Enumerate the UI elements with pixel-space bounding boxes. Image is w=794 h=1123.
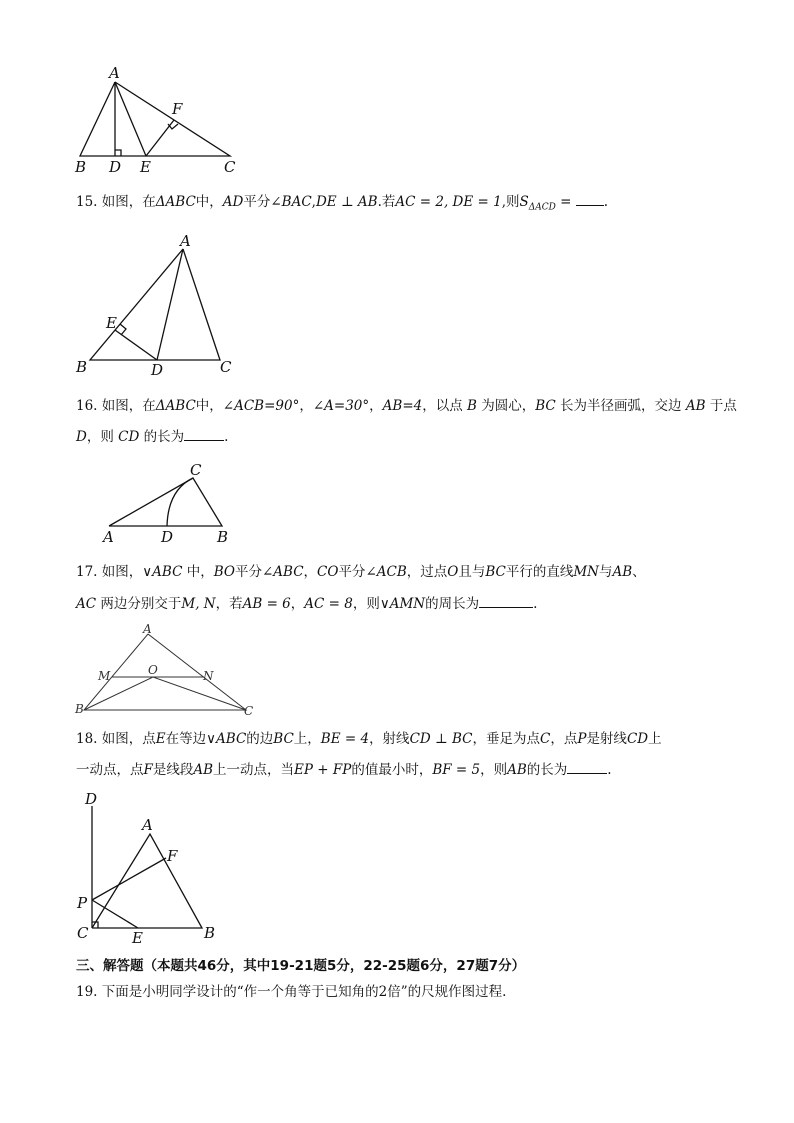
- q15-text-1: 如图，在: [101, 194, 156, 210]
- q15-text-6: ,则: [501, 194, 520, 210]
- q18-ab: AB: [193, 762, 214, 778]
- q18-text-13: 的值最小时，: [351, 762, 433, 778]
- label-c: C: [244, 704, 254, 718]
- right-angle-mark-d: [115, 150, 121, 156]
- figure-q16: [95, 458, 245, 548]
- q18-be: BE = 4: [320, 731, 370, 747]
- triangle-abc: [92, 834, 202, 928]
- q18-bc: BC: [273, 731, 294, 747]
- q18-text-11: 是线段: [152, 762, 194, 778]
- q18-text-9: 上: [648, 731, 662, 747]
- q16-end: .: [224, 429, 229, 445]
- q19-number: 19.: [76, 984, 98, 1000]
- q17-co: CO: [317, 564, 339, 580]
- q16-text-1: 如图，在: [101, 398, 156, 414]
- q16-text-8: 的长为: [139, 429, 185, 445]
- q17-answer-blank: [479, 595, 533, 608]
- q15-triangle: ΔABC: [155, 194, 196, 210]
- q16-text-4: 为圆心，: [476, 398, 536, 414]
- q18-text-3: 的边: [246, 731, 274, 747]
- q15-number: 15.: [76, 194, 98, 210]
- q17-angle-2: ∠ACB: [365, 564, 407, 580]
- label-d: D: [85, 790, 98, 808]
- label-c: C: [224, 158, 236, 176]
- question-15: [76, 192, 608, 218]
- q16-cond-2: ∠A=30°: [312, 398, 370, 414]
- q18-text-5: ，射线: [369, 731, 410, 747]
- q18-ep-fp: EP + FP: [294, 762, 352, 778]
- q17-text-10: 、: [632, 564, 646, 580]
- label-c: C: [190, 461, 202, 479]
- label-b: B: [75, 702, 84, 716]
- q15-text-5: .若: [377, 194, 396, 210]
- section-3-heading: 三、解答题（本题共46分，其中19-21题5分，22-25题6分，27题7分）: [76, 958, 526, 974]
- label-b: B: [76, 358, 88, 376]
- segment-ae: [115, 82, 146, 156]
- q17-text-14: ，则: [352, 596, 380, 612]
- q17-amn: ∨AMN: [379, 596, 426, 612]
- q17-text-1: 如图，: [101, 564, 143, 580]
- label-p: P: [77, 894, 88, 912]
- label-a: A: [143, 622, 152, 636]
- q18-text-12: 上一动点，当: [213, 762, 295, 778]
- q17-mn-points: M, N: [181, 596, 216, 612]
- label-f: F: [172, 100, 183, 118]
- label-f: F: [167, 847, 178, 865]
- label-d: D: [151, 361, 164, 377]
- q15-end: .: [603, 194, 609, 210]
- q17-ab-value: AB = 6: [242, 596, 291, 612]
- label-b: B: [217, 528, 229, 546]
- question-17: [76, 562, 646, 582]
- q18-text-6: ，垂足为点: [472, 731, 540, 747]
- label-o: O: [148, 663, 158, 677]
- q18-point-c: C: [540, 731, 551, 747]
- q15-values: AC = 2, DE = 1: [395, 194, 502, 210]
- figure-q18: [72, 788, 232, 948]
- q17-text-13: ，: [290, 596, 305, 612]
- q18-text-1: 如图，点: [101, 731, 156, 747]
- q17-bo: BO: [213, 564, 235, 580]
- q16-cd: CD: [118, 429, 140, 445]
- q18-bf: BF = 5: [432, 762, 481, 778]
- label-c: C: [220, 358, 232, 376]
- q17-text-9: 与: [598, 564, 613, 580]
- triangle-abc: [90, 249, 220, 360]
- q16-triangle: ΔABC: [155, 398, 196, 414]
- q18-text-2: 在等边: [165, 731, 207, 747]
- q17-ab: AB: [612, 564, 633, 580]
- q17-text-11: 两边分别交于: [96, 596, 182, 612]
- label-c: C: [77, 924, 89, 942]
- q18-cd-perp: CD ⊥ BC: [409, 731, 473, 747]
- q16-cond-1: ∠ACB=90°: [222, 398, 300, 414]
- q15-area-symbol: S: [519, 194, 529, 210]
- q18-triangle: ∨ABC: [206, 731, 247, 747]
- question-17-line-2: [76, 594, 537, 614]
- q16-sep-1: ，: [299, 398, 313, 414]
- label-a: A: [180, 232, 191, 250]
- q17-text-12: ，若: [215, 596, 243, 612]
- q15-text-2: 中，: [195, 194, 223, 210]
- q16-cond-3: AB=4: [382, 398, 423, 414]
- q16-sep-2: ，: [369, 398, 383, 414]
- q16-bc: BC: [535, 398, 556, 414]
- figure-q15: [70, 232, 250, 377]
- q18-point-e: E: [155, 731, 166, 747]
- q17-number: 17.: [76, 564, 98, 580]
- question-16: [76, 396, 737, 416]
- q15-answer-blank: [576, 193, 604, 206]
- label-d: D: [161, 528, 174, 546]
- figure-q14: [70, 58, 250, 178]
- q18-point-f: F: [143, 762, 153, 778]
- q18-text-7: ，点: [550, 731, 578, 747]
- figure-q17: [72, 620, 262, 720]
- q17-text-4: ，: [303, 564, 318, 580]
- q16-point-d: D: [76, 429, 87, 445]
- label-a: A: [103, 528, 114, 546]
- q15-ad: AD: [222, 194, 244, 210]
- q16-number: 16.: [76, 398, 98, 414]
- q18-number: 18.: [76, 731, 98, 747]
- q17-bc: BC: [485, 564, 506, 580]
- label-m: M: [98, 669, 111, 683]
- q17-angle-1: ∠ABC: [261, 564, 304, 580]
- triangle-acb: [109, 478, 222, 526]
- label-a: A: [109, 64, 120, 82]
- question-18: [76, 729, 662, 749]
- q18-text-8: 是射线: [586, 731, 627, 747]
- label-e: E: [140, 158, 151, 176]
- label-e: E: [106, 314, 117, 332]
- q18-answer-blank: [567, 761, 607, 774]
- right-angle-mark-e: [120, 324, 126, 335]
- q17-text-6: ，过点: [406, 564, 448, 580]
- q17-triangle: ∨ABC: [142, 564, 183, 580]
- question-18-line-2: [76, 760, 612, 780]
- q16-point-b: B: [467, 398, 477, 414]
- q16-text-7: ，则: [86, 429, 119, 445]
- q17-text-2: 中，: [182, 564, 214, 580]
- q15-equals: =: [555, 194, 572, 210]
- q18-end: .: [607, 762, 612, 778]
- q17-end: .: [533, 596, 538, 612]
- label-a: A: [142, 816, 153, 834]
- label-b: B: [75, 158, 87, 176]
- question-16-line-2: [76, 427, 228, 447]
- q15-text-4: ,: [311, 194, 316, 210]
- q16-ab: AB: [685, 398, 706, 414]
- label-b: B: [204, 924, 216, 942]
- q16-text-6: 于点: [705, 398, 737, 414]
- q16-text-3: ，以点: [422, 398, 468, 414]
- q19-text: 下面是小明同学设计的“作一个角等于已知角的2倍”的尺规作图过程.: [101, 984, 507, 1000]
- q18-text-4: 上，: [293, 731, 321, 747]
- segment-pe: [92, 900, 138, 928]
- q18-text-15: 的长为: [526, 762, 568, 778]
- q17-text-8: 平行的直线: [505, 564, 574, 580]
- q17-text-7: 且与: [458, 564, 486, 580]
- q18-cd: CD: [626, 731, 649, 747]
- label-e: E: [132, 929, 143, 947]
- q15-text-3: 平分: [243, 194, 271, 210]
- q15-de-perp: DE ⊥ AB: [315, 194, 378, 210]
- q17-text-5: 平分: [338, 564, 366, 580]
- q17-text-15: 的周长为: [425, 596, 480, 612]
- q18-text-14: ，则: [480, 762, 508, 778]
- label-d: D: [109, 158, 122, 176]
- q16-answer-blank: [184, 428, 224, 441]
- q16-text-5: 长为半径画弧，交边: [555, 398, 686, 414]
- q17-ac: AC: [76, 596, 97, 612]
- q17-mn: MN: [573, 564, 599, 580]
- question-19: [76, 982, 506, 1002]
- q17-ac-value: AC = 8: [304, 596, 353, 612]
- q17-text-3: 平分: [234, 564, 262, 580]
- q15-angle: ∠BAC: [270, 194, 312, 210]
- segment-ad: [157, 249, 183, 360]
- segment-pf: [92, 858, 166, 900]
- label-n: N: [203, 669, 214, 683]
- q17-point-o: O: [447, 564, 459, 580]
- q15-area-subscript: ΔACD: [528, 202, 556, 213]
- q16-text-2: 中，: [195, 398, 223, 414]
- q18-text-10: 一动点，点: [76, 762, 144, 778]
- q18-point-p: P: [577, 731, 587, 747]
- q18-ab-2: AB: [507, 762, 527, 778]
